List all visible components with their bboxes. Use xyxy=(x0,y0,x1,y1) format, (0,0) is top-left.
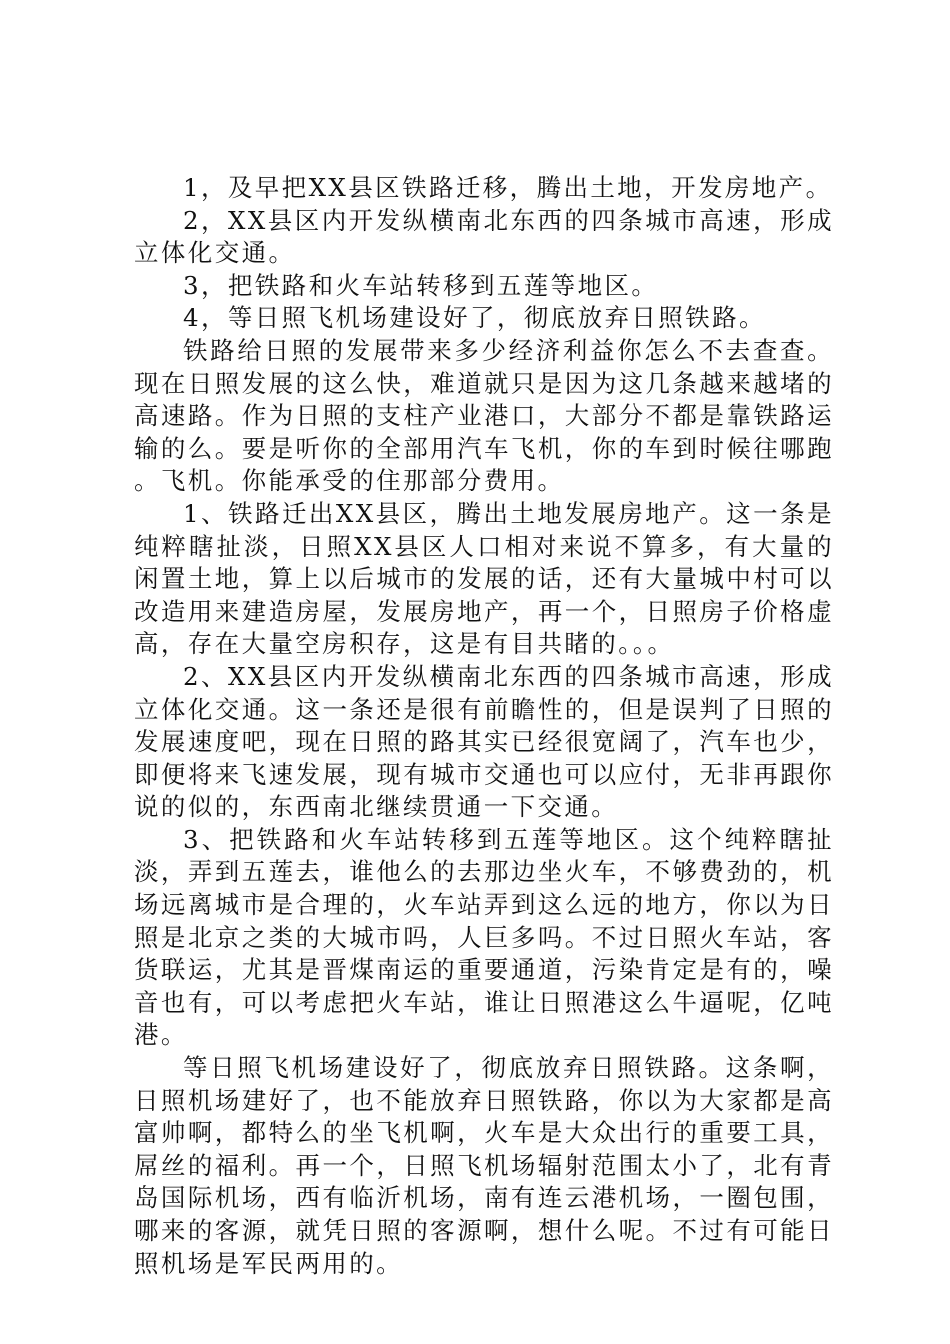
paragraph-1: 1，及早把XX县区铁路迁移，腾出土地，开发房地产。 xyxy=(183,173,833,202)
paragraph-7: 2、XX县区内开发纵横南北东西的四条城市高速，形成立体化交通。这一条还是很有前瞻性的，但是误判了日照的发展速度吧，现在日照的路其实已经很宽阔了，汽车也少，即便将来飞速发展，现有城市交通也可以应付，无非再跟你说的似的，东西南北继续贯通一下交通。 xyxy=(134,661,834,822)
document-body xyxy=(134,172,834,1280)
paragraph-3: 3，把铁路和火车站转移到五莲等地区。 xyxy=(183,270,659,300)
paragraph-2: 2，XX县区内开发纵横南北东西的四条城市高速，形成立体化交通。 xyxy=(134,205,834,268)
paragraph-9: 等日照飞机场建设好了，彻底放弃日照铁路。这条啊，日照机场建好了，也不能放弃日照铁路，你以为大家都是高富帅啊，都特么的坐飞机啊，火车是大众出行的重要工具，屌丝的福利。再一个，日照飞机场辐射范围太小了，北有青岛国际机场，西有临沂机场，南有连云港机场，一圈包围，哪来的客源，就凭日照的客源啊，想什么呢。不过有可能日照机场是军民两用的。 xyxy=(134,1053,834,1278)
paragraph-4: 4，等日照飞机场建设好了，彻底放弃日照铁路。 xyxy=(183,303,766,333)
paragraph-8: 3、把铁路和火车站转移到五莲等地区。这个纯粹瞎扯淡，弄到五莲去，谁他么的去那边坐火车，不够费劲的，机场远离城市是合理的，火车站弄到这么远的地方，你以为日照是北京之类的大城市吗，人巨多吗。不过日照火车站，客货联运，尤其是晋煤南运的重要通道，污染肯定是有的，噪音也有，可以考虑把火车站，谁让日照港这么牛逼呢，亿吨港。 xyxy=(134,824,834,1050)
paragraph-6: 1、铁路迁出XX县区，腾出土地发展房地产。这一条是纯粹瞎扯淡，日照XX县区人口相对来说不算多，有大量的闲置土地，算上以后城市的发展的话，还有大量城中村可以改造用来建造房屋，发展房地产，再一个，日照房子价格虚高，存在大量空房积存，这是有目共睹的。。。 xyxy=(134,498,834,659)
paragraph-5: 铁路给日照的发展带来多少经济利益你怎么不去查查。现在日照发展的这么快，难道就只是因为这几条越来越堵的高速路。作为日照的支柱产业港口，大部分不都是靠铁路运输的么。要是听你的全部用汽车飞机，你的车到时候往哪跑。飞机。你能承受的住那部分费用。 xyxy=(134,335,834,496)
